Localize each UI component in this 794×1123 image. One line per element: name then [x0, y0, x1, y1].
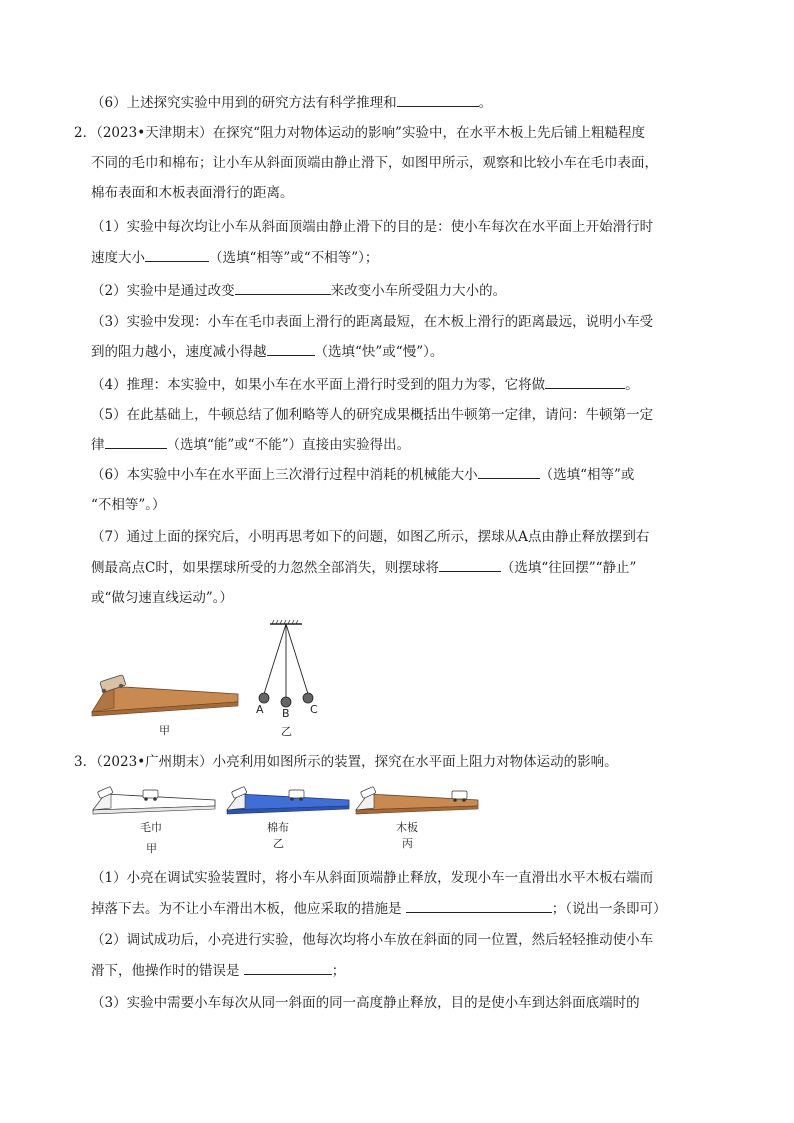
wood-label: 木板 [396, 821, 418, 834]
answer-blank[interactable] [145, 249, 209, 262]
answer-blank[interactable] [545, 376, 625, 389]
q3-part1-line2: 掉落下去。为不让小车滑出木板，他应采取的措施是 ；（说出一条即可） [91, 901, 667, 917]
ball-a [259, 693, 269, 703]
q2-part1-line2: 速度大小 （选填“相等”或“不相等”）； [91, 250, 379, 266]
towel-sub: 甲 [146, 842, 157, 855]
q2-part7-line1: （7）通过上面的探究后，小明再思考如下的问题，如图乙所示，摆球从A点由静止释放摆到右 [91, 529, 650, 545]
ball-b [281, 697, 291, 707]
q2-part3-line2: 到的阻力越小，速度减小得越 （选填“快”或“慢”）。 [91, 344, 444, 360]
figure-jia-ramp [90, 672, 240, 718]
ball-c [303, 693, 313, 703]
q2-part3-line1: （3）实验中发现：小车在毛巾表面上滑行的距离最短，在木板上滑行的距离最远，说明小车受 [91, 314, 654, 330]
answer-blank[interactable] [397, 94, 479, 107]
label-a: A [256, 703, 264, 716]
q3-part2-line2: 滑下，他操作时的错误是 ； [91, 963, 346, 979]
answer-blank[interactable] [235, 282, 331, 295]
figure-jia-caption: 甲 [159, 724, 170, 737]
q2-part1-line1: （1）实验中每次均让小车从斜面顶端由静止滑下的目的是：使小车每次在水平面上开始滑行时 [91, 219, 654, 235]
q2-stem-line3: 棉布表面和木板表面滑行的距离。 [91, 185, 294, 201]
q1-part6-line: （6）上述探究实验中用到的研究方法有科学推理和 。 [91, 95, 493, 111]
answer-blank[interactable] [406, 900, 552, 913]
q2-part6-line2: “不相等”。） [91, 497, 166, 513]
q2-part6-line1: （6）本实验中小车在水平面上三次滑行过程中消耗的机械能大小 （选填“相等”或 [91, 467, 635, 483]
figure-towel-ramp [91, 786, 216, 816]
q2-part4-line: （4）推理：本实验中，如果小车在水平面上滑行时受到的阻力为零，它将做 。 [91, 377, 639, 393]
q2-part5-line2: 律 （选填“能”或“不能”）直接由实验得出。 [91, 437, 411, 453]
cotton-sub: 乙 [273, 837, 284, 850]
answer-blank[interactable] [244, 962, 332, 975]
q3-stem-line: 3．（2023•广州期末）小亮利用如图所示的装置，探究在水平面上阻力对物体运动的影响。 [74, 754, 618, 770]
label-c: C [310, 703, 318, 716]
cotton-label: 棉布 [267, 821, 289, 834]
q2-part7-line2: 侧最高点C时，如果摆球所受的力忽然全部消失，则摆球将 （选填“往回摆”“静止” [91, 560, 637, 576]
figure-yi-caption: 乙 [281, 725, 292, 738]
q2-part5-line1: （5）在此基础上，牛顿总结了伽利略等人的研究成果概括出牛顿第一定律，请问：牛顿第一定 [91, 407, 654, 423]
q2-part2-line: （2）实验中是通过改变 来改变小车所受阻力大小的。 [91, 283, 507, 299]
wood-sub: 丙 [402, 837, 413, 850]
q2-stem-line1: 2．（2023•天津期末）在探究“阻力对物体运动的影响”实验中，在水平木板上先后铺上粗糙程度 [74, 125, 645, 141]
answer-blank[interactable] [439, 559, 501, 572]
label-b: B [282, 707, 290, 720]
q2-stem-line2: 不同的毛巾和棉布；让小车从斜面顶端由静止滑下，如图甲所示，观察和比较小车在毛巾表面， [91, 155, 658, 171]
q2-part7-line3: 或“做匀速直线运动”。） [91, 590, 234, 606]
q1-part6-text: （6）上述探究实验中用到的研究方法有科学推理和 [91, 95, 397, 111]
figure-yi-pendulum [250, 618, 330, 713]
q3-part2-line1: （2）调试成功后，小亮进行实验，他每次均将小车放在斜面的同一位置，然后轻轻推动使小车 [91, 932, 654, 948]
figure-wood-ramp [354, 786, 479, 816]
answer-blank[interactable] [105, 436, 167, 449]
towel-label: 毛巾 [140, 821, 162, 834]
answer-blank[interactable] [478, 466, 540, 479]
answer-blank[interactable] [267, 343, 315, 356]
q3-part1-line1: （1）小亮在调试实验装置时，将小车从斜面顶端静止释放，发现小车一直滑出水平木板右端而 [91, 870, 654, 886]
figure-cotton-ramp [225, 786, 350, 816]
q3-part3-line1: （3）实验中需要小车每次从同一斜面的同一高度静止释放，目的是使小车到达斜面底端时的 [91, 995, 640, 1011]
